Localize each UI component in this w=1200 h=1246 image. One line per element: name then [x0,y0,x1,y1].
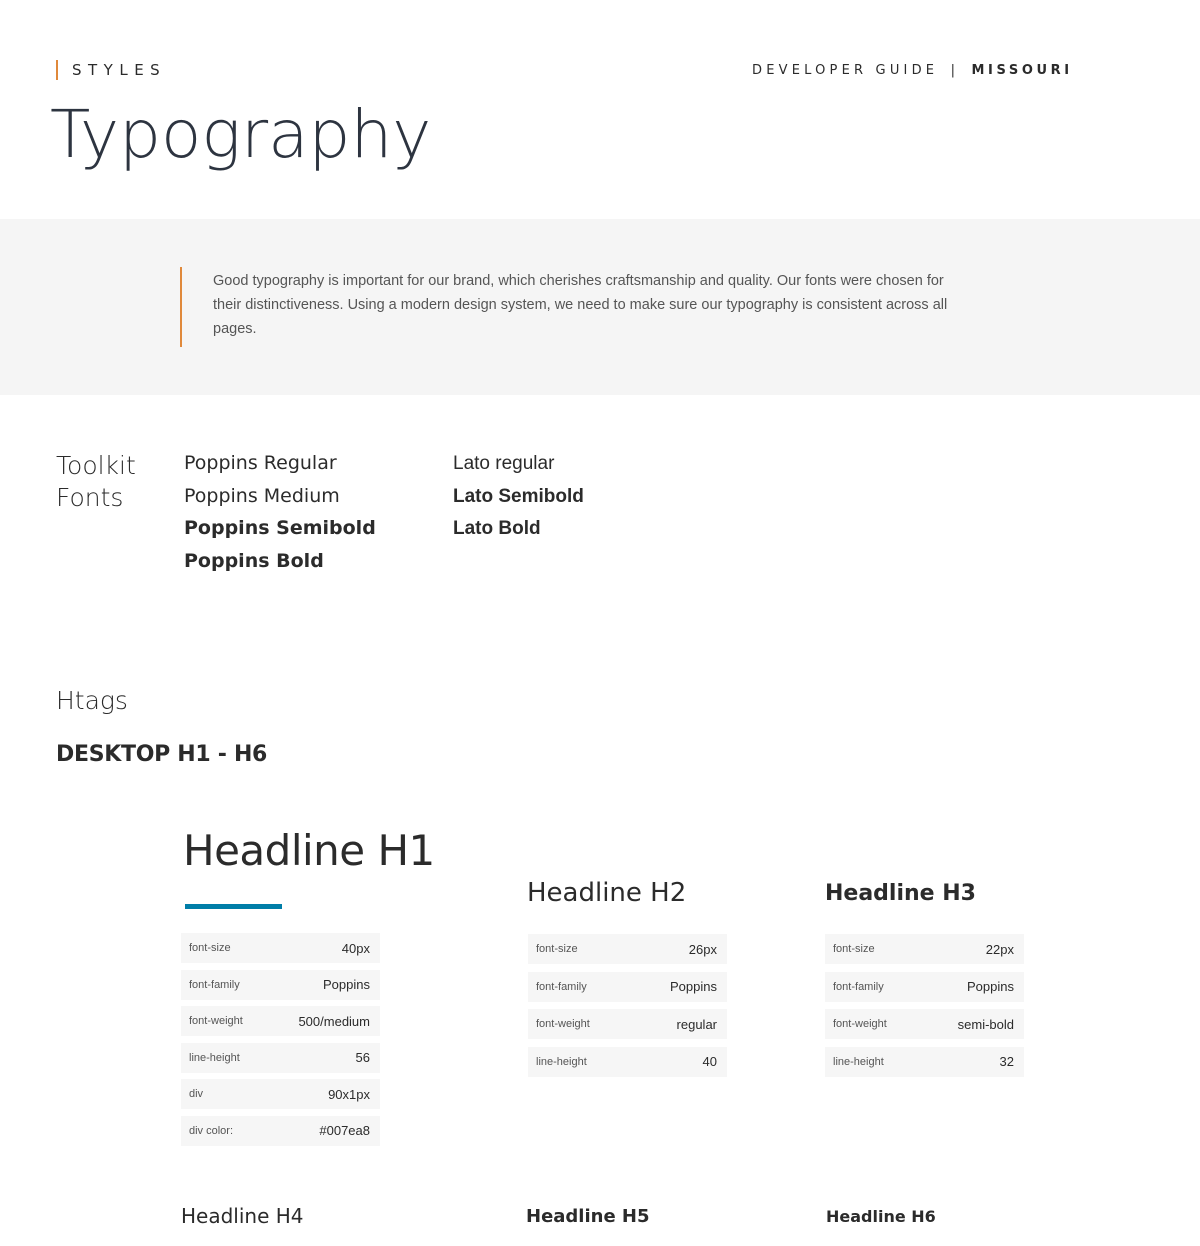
spec-key: font-weight [536,1018,590,1030]
headline-h3-sample: Headline H3 [825,881,976,906]
spec-key: font-size [833,943,875,955]
spec-key: font-size [189,942,231,954]
spec-value: 90x1px [328,1086,370,1102]
guide-header [752,63,1073,78]
spec-value: semi-bold [957,1016,1014,1032]
spec-key: font-family [833,980,884,993]
spec-value: regular [676,1016,717,1032]
spec-value: 40px [341,940,370,956]
intro-text: Good typography is important for our brand, which cherishes craftsmanship and quality. Our fonts were chosen for their distinctiveness. Using a modern design system, we need to make sure our typography is consistent across all pages. [213,273,948,337]
font-sample-lato-regular: Lato regular [453,453,555,474]
h1-spec-table [181,933,380,1153]
spec-value: Poppins [967,979,1014,994]
toolkit-heading-line2: Fonts [56,483,124,512]
spec-value: 32 [999,1054,1014,1069]
spec-value: 500/medium [298,1013,370,1029]
section-accent-bar [56,60,58,80]
spec-key: line-height [536,1055,587,1068]
toolkit-fonts-heading [56,450,136,514]
spec-key: div [189,1088,204,1101]
brand-name: MISSOURI [971,63,1073,78]
guide-label: DEVELOPER GUIDE [752,63,939,78]
spec-row [825,934,1024,964]
header-separator: | [950,63,960,78]
h2-spec-table [528,934,727,1084]
spec-row [528,934,727,964]
spec-value: #007ea8 [319,1123,370,1139]
spec-row [181,1006,380,1036]
spec-key: font-weight [189,1015,243,1028]
intro-accent-bar [180,267,182,347]
spec-key: font-family [189,978,240,991]
headline-h4-sample: Headline H4 [181,1204,304,1228]
spec-row [181,970,380,1000]
page-title: Typography [50,96,432,173]
headline-h2-sample: Headline H2 [527,878,687,908]
spec-key: line-height [833,1055,884,1068]
desktop-htags-subheading: DESKTOP H1 - H6 [56,742,268,767]
spec-value: 40 [702,1054,717,1069]
spec-key: line-height [189,1051,240,1064]
lato-font-list [453,450,584,548]
font-sample-poppins-regular: Poppins Regular [184,452,337,474]
font-sample-poppins-bold: Poppins Bold [184,549,324,572]
spec-row [528,1047,727,1077]
section-label [56,60,166,80]
spec-key: font-size [536,943,578,955]
poppins-font-list [184,449,376,579]
headline-h1-sample: Headline H1 [183,826,435,875]
spec-row [528,1009,727,1039]
h1-divider [185,904,282,909]
spec-row [181,1116,380,1146]
headline-h5-sample: Headline H5 [526,1206,650,1227]
htags-heading: Htags [56,686,128,715]
spec-row [181,1043,380,1073]
spec-row [825,972,1024,1002]
spec-value: Poppins [323,977,370,993]
spec-row [181,1079,380,1109]
headline-h6-sample: Headline H6 [826,1207,936,1226]
spec-row [825,1009,1024,1039]
spec-row [825,1047,1024,1077]
spec-key: font-family [536,980,587,993]
spec-key: font-weight [833,1018,887,1030]
font-sample-lato-bold: Lato Bold [453,518,541,539]
spec-value: Poppins [670,979,717,994]
spec-value: 26px [688,941,717,957]
font-sample-lato-semibold: Lato Semibold [453,485,584,507]
font-sample-poppins-semibold: Poppins Semibold [184,517,376,539]
font-sample-poppins-medium: Poppins Medium [184,484,340,507]
section-label-text: STYLES [72,61,167,79]
h3-spec-table [825,934,1024,1084]
spec-value: 56 [355,1050,370,1066]
spec-row [528,972,727,1002]
spec-value: 22px [985,941,1014,957]
spec-row [181,933,380,963]
spec-key: div color: [189,1124,234,1137]
toolkit-heading-line1: Toolkit [56,451,136,480]
